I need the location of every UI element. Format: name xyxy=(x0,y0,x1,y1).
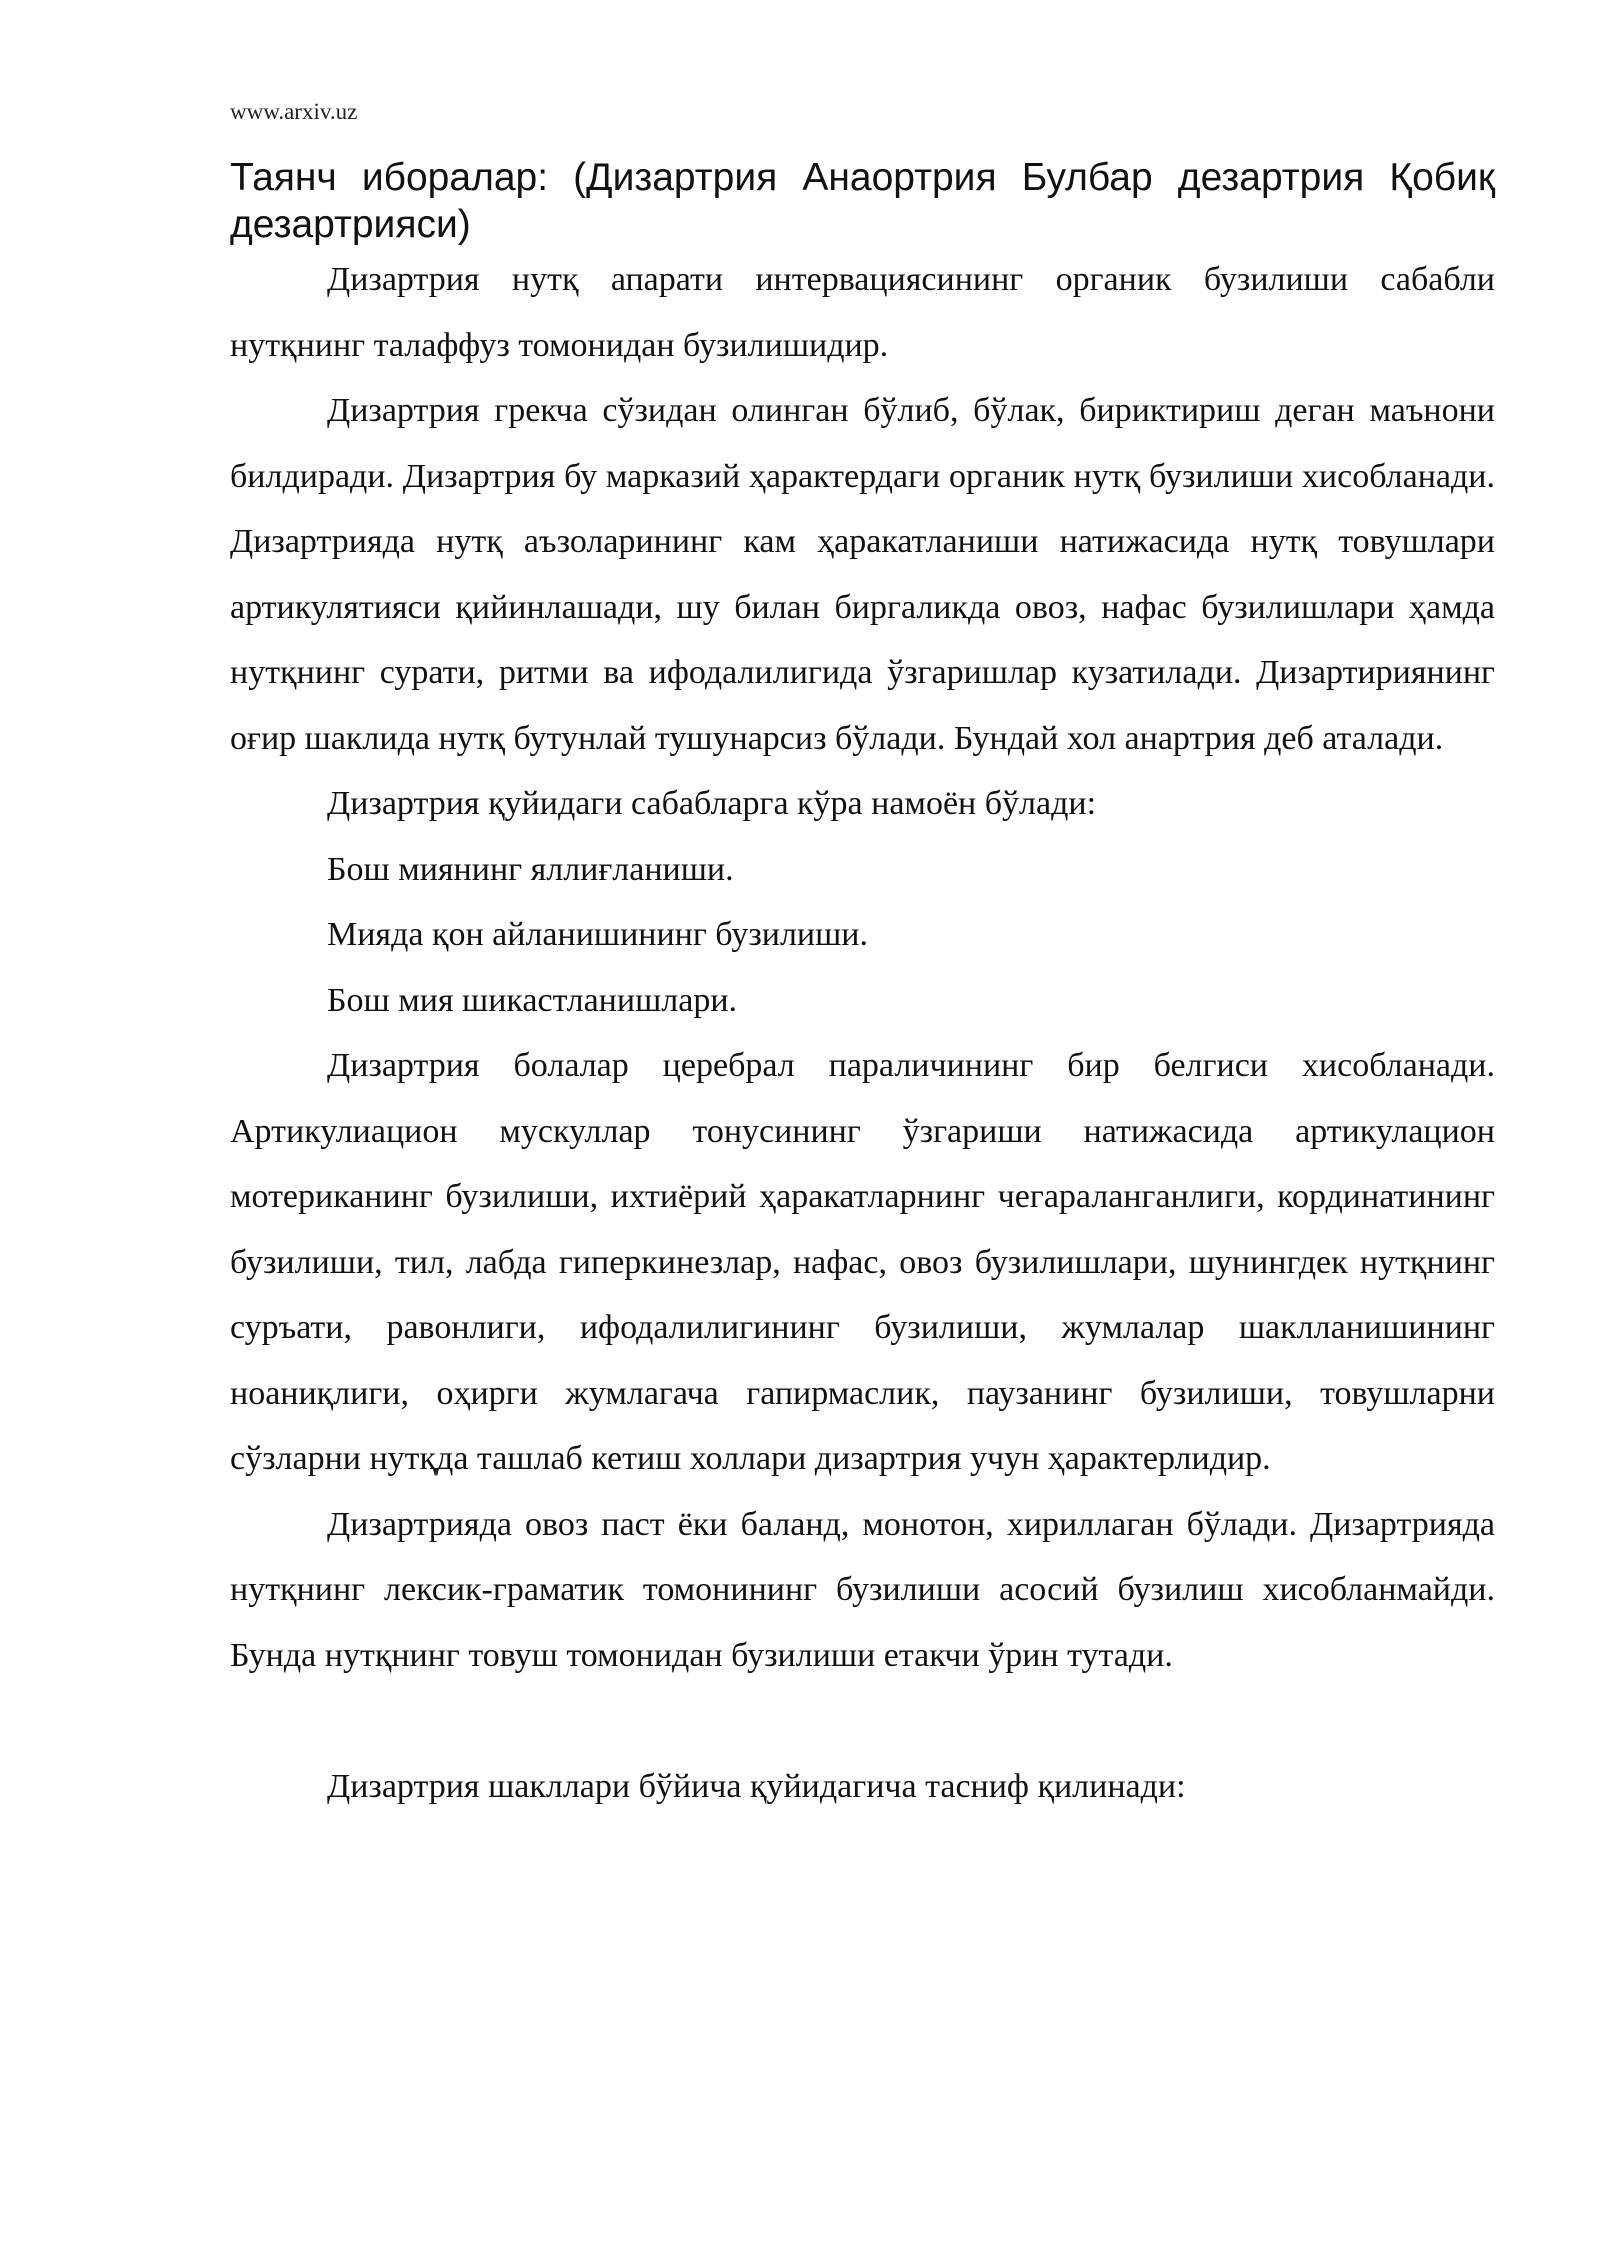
list-item-cause: Бош мия шикастланишлари. xyxy=(327,981,738,1019)
paragraph-causes-intro: Дизартрия қуйидаги сабабларга кўра намоён бўлади: xyxy=(327,785,1097,822)
site-url: www.arxiv.uz xyxy=(230,99,358,124)
paragraph-cerebral-palsy: Дизартрия болалар церебрал параличининг бир белгиси хисобланади. Артикулиацион мускуллар тонусининг ўзгариши натижасида артикулацион мотериканинг бузилиши, ихтиёрий ҳаракатларнинг чегараланганлиги, кординатининг бузилиши, тил, лабда гиперкинезлар, нафас, овоз бузилишлари, шунингдек нутқнинг суръати, равонлиги, ифодалилигининг бузилиши, жумлалар шаклланишининг ноаниқлиги, оҳирги жумлагача гапирмаслик, паузанинг бузилиши, товушларни сўзларни нутқда ташлаб кетиш холлари дизартрия учун ҳарактерлидир. xyxy=(230,1047,1495,1477)
paragraph-voice: Дизартрияда овоз паст ёки баланд, монотон, хириллаган бўлади. Дизартрияда нутқнинг лексик-граматик томонининг бузилиши асосий бузилиш хисобланмайди. Бунда нутқнинг товуш томонидан бузилиши етакчи ўрин тутади. xyxy=(230,1505,1495,1674)
paragraph-etymology: Дизартрия грекча сўзидан олинган бўлиб, бўлак, бириктириш деган маънони билдиради. Дизартрия бу марказий ҳарактердаги органик нутқ бузилиши хисобланади. Дизартрияда нутқ аъзоларининг кам ҳаракатланиши натижасида нутқ товушлари артикулятияси қийинлашади, шу билан биргаликда овоз, нафас бузилишлари ҳамда нутқнинг сурати, ритми ва ифодалилигида ўзгаришлар кузатилади. Дизартириянинг оғир шаклида нутқ бутунлай тушунарсиз бўлади. Бундай хол анартрия деб аталади. xyxy=(230,392,1495,757)
paragraph-definition: Дизартрия нутқ апарати интервациясининг органик бузилиши сабабли нутқнинг талаффуз томонидан бузилишидир. xyxy=(230,261,1495,364)
keywords-heading: Таянч иборалар: (Дизартрия Анаортрия Булбар дезартрия Қобиқ дезартрияси) xyxy=(230,156,1495,246)
document-body xyxy=(230,247,1495,1819)
list-item-cause: Мияда қон айланишининг бузилиши. xyxy=(327,916,868,953)
blank-line xyxy=(230,1688,1495,1754)
paragraph-classification-intro: Дизартрия шакллари бўйича қуйидагича тасниф қилинади: xyxy=(327,1767,1186,1805)
list-item-cause: Бош миянинг яллиғланиши. xyxy=(327,850,734,888)
